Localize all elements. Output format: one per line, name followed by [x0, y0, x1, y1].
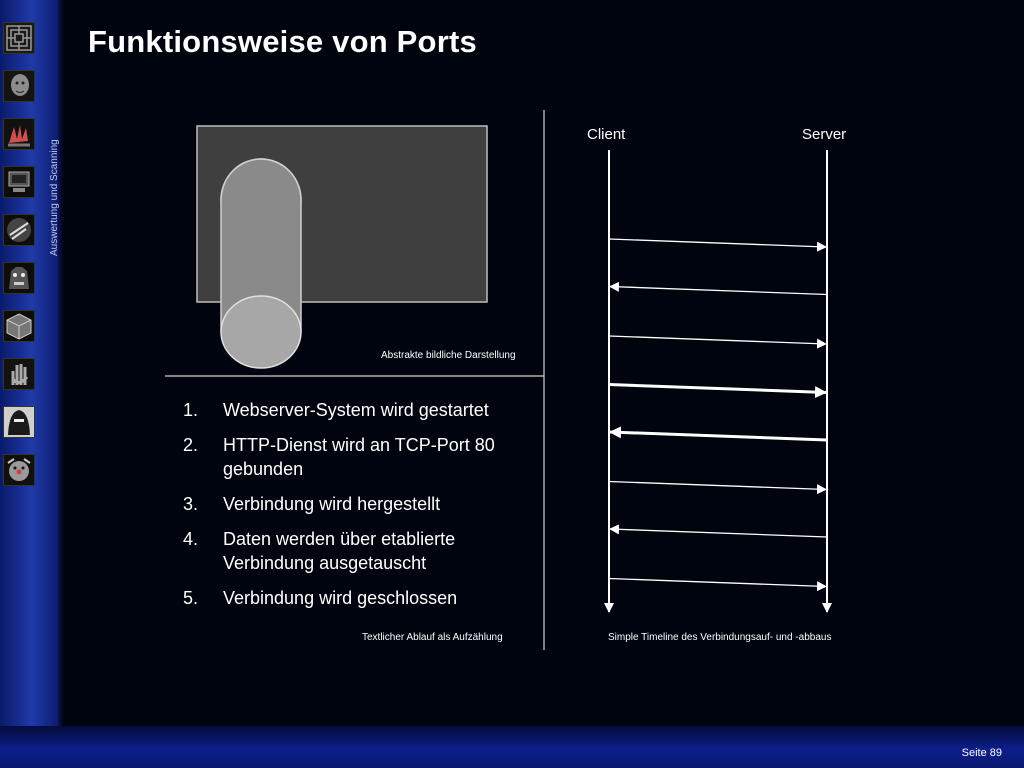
page-title: Funktionsweise von Ports: [88, 24, 477, 59]
footer-bar: [0, 726, 1024, 768]
list-item: [183, 527, 543, 575]
list-item: [183, 586, 543, 610]
monster-icon[interactable]: [3, 262, 35, 294]
hand-icon[interactable]: [3, 118, 35, 150]
step-number: 1.: [183, 400, 199, 420]
timeline-caption: Simple Timeline des Verbindungsauf- und -abbaus: [608, 632, 832, 643]
message-arrow-2: [610, 287, 827, 295]
client-label: Client: [587, 126, 626, 143]
steps-list: [183, 398, 543, 621]
step-text: Daten werden über etablierte Verbindung ausgetauscht: [223, 529, 456, 573]
step-text: Verbindung wird geschlossen: [223, 588, 458, 608]
message-arrow-4: [609, 385, 826, 393]
message-arrow-8: [609, 579, 826, 587]
step-text: Webserver-System wird gestartet: [223, 400, 489, 420]
sidebar-edge: [58, 0, 64, 768]
page-number: Seite 89: [961, 747, 1002, 759]
abstract-icon[interactable]: [3, 214, 35, 246]
server-box: [197, 126, 487, 302]
step-number: 5.: [183, 588, 199, 608]
cube-icon[interactable]: [3, 310, 35, 342]
hooded-figure-icon[interactable]: [3, 406, 35, 438]
server-label: Server: [802, 126, 847, 143]
computer-icon[interactable]: [3, 166, 35, 198]
step-number: 4.: [183, 529, 199, 549]
list-item: [183, 433, 543, 481]
clown-icon[interactable]: [3, 454, 35, 486]
message-arrow-1: [609, 239, 826, 247]
step-text: HTTP-Dienst wird an TCP-Port 80 gebunden: [223, 435, 495, 479]
section-label: Auswertung und Scanning: [49, 139, 60, 256]
list-item: [183, 492, 543, 516]
port-cylinder: [221, 159, 301, 368]
message-arrow-3: [609, 336, 826, 344]
face-icon[interactable]: [3, 70, 35, 102]
message-arrows: [609, 239, 827, 587]
illustration-caption: Abstrakte bildliche Darstellung: [381, 350, 516, 361]
message-arrow-6: [609, 482, 826, 490]
step-number: 3.: [183, 494, 199, 514]
maze-icon[interactable]: [3, 22, 35, 54]
list-item: [183, 398, 543, 422]
message-arrow-7: [610, 529, 827, 537]
steps-caption: Textlicher Ablauf als Aufzählung: [362, 632, 503, 643]
step-number: 2.: [183, 435, 199, 455]
hand-stop-icon[interactable]: [3, 358, 35, 390]
step-text: Verbindung wird hergestellt: [223, 494, 441, 514]
message-arrow-5: [610, 432, 827, 440]
